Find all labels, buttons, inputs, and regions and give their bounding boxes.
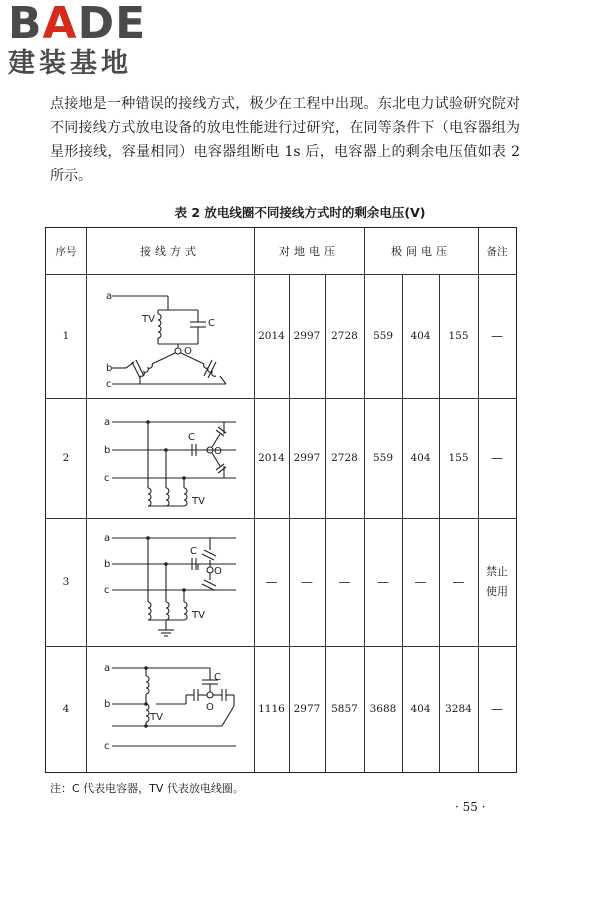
circuit-3-label-c-cap: C: [190, 546, 197, 557]
row-1-pole-1: 559: [372, 330, 394, 342]
row-1-ground-2: 2997: [293, 330, 321, 342]
row-3-pole-1: —: [377, 575, 389, 589]
circuit-4-label-tv: TV: [150, 712, 163, 723]
row-4-pole-3: 3284: [445, 703, 472, 715]
circuit-2-label-a: a: [104, 417, 111, 428]
page-number: · 55 ·: [455, 800, 486, 814]
row-4-ground-2: 2977: [293, 703, 321, 715]
header-method: 接线方式: [140, 245, 200, 258]
circuit-diagram-1: [86, 274, 254, 398]
circuit-1-label-c: c: [106, 379, 112, 390]
row-4-pole-1: 3688: [369, 703, 397, 715]
row-4-index: 4: [62, 703, 70, 715]
row-3-index: 3: [62, 576, 70, 588]
circuit-1-label-a: a: [106, 291, 113, 302]
row-1-index: 1: [62, 330, 70, 342]
circuit-3-label-b: b: [104, 559, 111, 570]
circuit-1-label-b: b: [106, 363, 113, 374]
row-1-ground-1: 2014: [258, 330, 285, 342]
row-2-pole-2: 404: [410, 452, 431, 464]
row-1-ground-3: 2728: [331, 330, 358, 342]
logo-chinese: 建装基地: [8, 48, 132, 79]
circuit-4-label-b: b: [104, 699, 111, 710]
circuit-2-label-b: b: [104, 445, 111, 456]
row-3-remark: 禁止使用: [486, 565, 508, 598]
circuit-diagram-4: [86, 646, 254, 772]
row-3-ground-1: —: [265, 575, 278, 589]
circuit-3-label-c: c: [104, 585, 110, 596]
header-pole-voltage: 极间电压: [391, 245, 451, 258]
circuit-3-label-tv: TV: [192, 610, 205, 621]
header-index: 序号: [55, 245, 77, 258]
body-paragraph: 点接地是一种错误的接线方式，极少在工程中出现。东北电力试验研究院对不同接线方式放电设备的放电性能进行过研究，在同等条件下（电容器组为星形接线，容量相同）电容器组断电 1s 后，电容器上的剩余电压值如表 2 所示。: [50, 96, 520, 184]
row-3-pole-3: —: [452, 575, 465, 589]
circuit-2-label-c-cap: C: [188, 432, 195, 443]
row-2-ground-3: 2728: [331, 452, 358, 464]
row-2-pole-1: 559: [372, 452, 394, 464]
circuit-1-label-o: O: [184, 346, 192, 357]
circuit-4-label-c-cap: C: [214, 672, 221, 683]
row-3-ground-2: —: [301, 575, 313, 589]
circuit-3-label-o: O: [214, 566, 222, 577]
row-1-pole-3: 155: [448, 330, 469, 342]
circuit-1-label-tv: TV: [142, 314, 155, 325]
circuit-4-label-c: c: [104, 741, 110, 752]
table-title: 表 2 放电线圈不同接线方式时的剩余电压(V): [174, 205, 426, 220]
row-4-remark: —: [491, 702, 503, 716]
circuit-2-label-tv: TV: [192, 496, 205, 507]
row-3-ground-3: —: [338, 575, 351, 589]
header-remarks: 备注: [486, 245, 508, 258]
row-1-remark: —: [491, 329, 503, 343]
row-4-pole-2: 404: [410, 703, 431, 715]
row-4-ground-3: 5857: [331, 703, 358, 715]
circuit-4-label-a: a: [104, 663, 111, 674]
circuit-1-label-c-cap: C: [208, 318, 215, 329]
circuit-3-label-a: a: [104, 533, 111, 544]
row-2-remark: —: [491, 451, 503, 465]
row-2-index: 2: [62, 452, 70, 464]
circuit-2-label-c: c: [104, 473, 110, 484]
row-4-ground-1: 1116: [258, 703, 285, 715]
residual-voltage-table: [45, 227, 517, 773]
circuit-4-label-o: O: [206, 702, 214, 713]
row-2-pole-3: 155: [448, 452, 469, 464]
logo: [8, 2, 178, 80]
row-1-pole-2: 404: [410, 330, 431, 342]
row-3-pole-2: —: [414, 575, 427, 589]
header-ground-voltage: 对地电压: [279, 245, 339, 258]
logo-wordmark: BADE: [8, 0, 147, 49]
circuit-2-label-o: O: [214, 446, 222, 457]
circuit-diagram-2: [86, 398, 254, 518]
table-note: 注：C 代表电容器，TV 代表放电线圈。: [50, 782, 244, 795]
row-2-ground-2: 2997: [293, 452, 321, 464]
row-2-ground-1: 2014: [258, 452, 285, 464]
circuit-diagram-3: [86, 518, 254, 646]
